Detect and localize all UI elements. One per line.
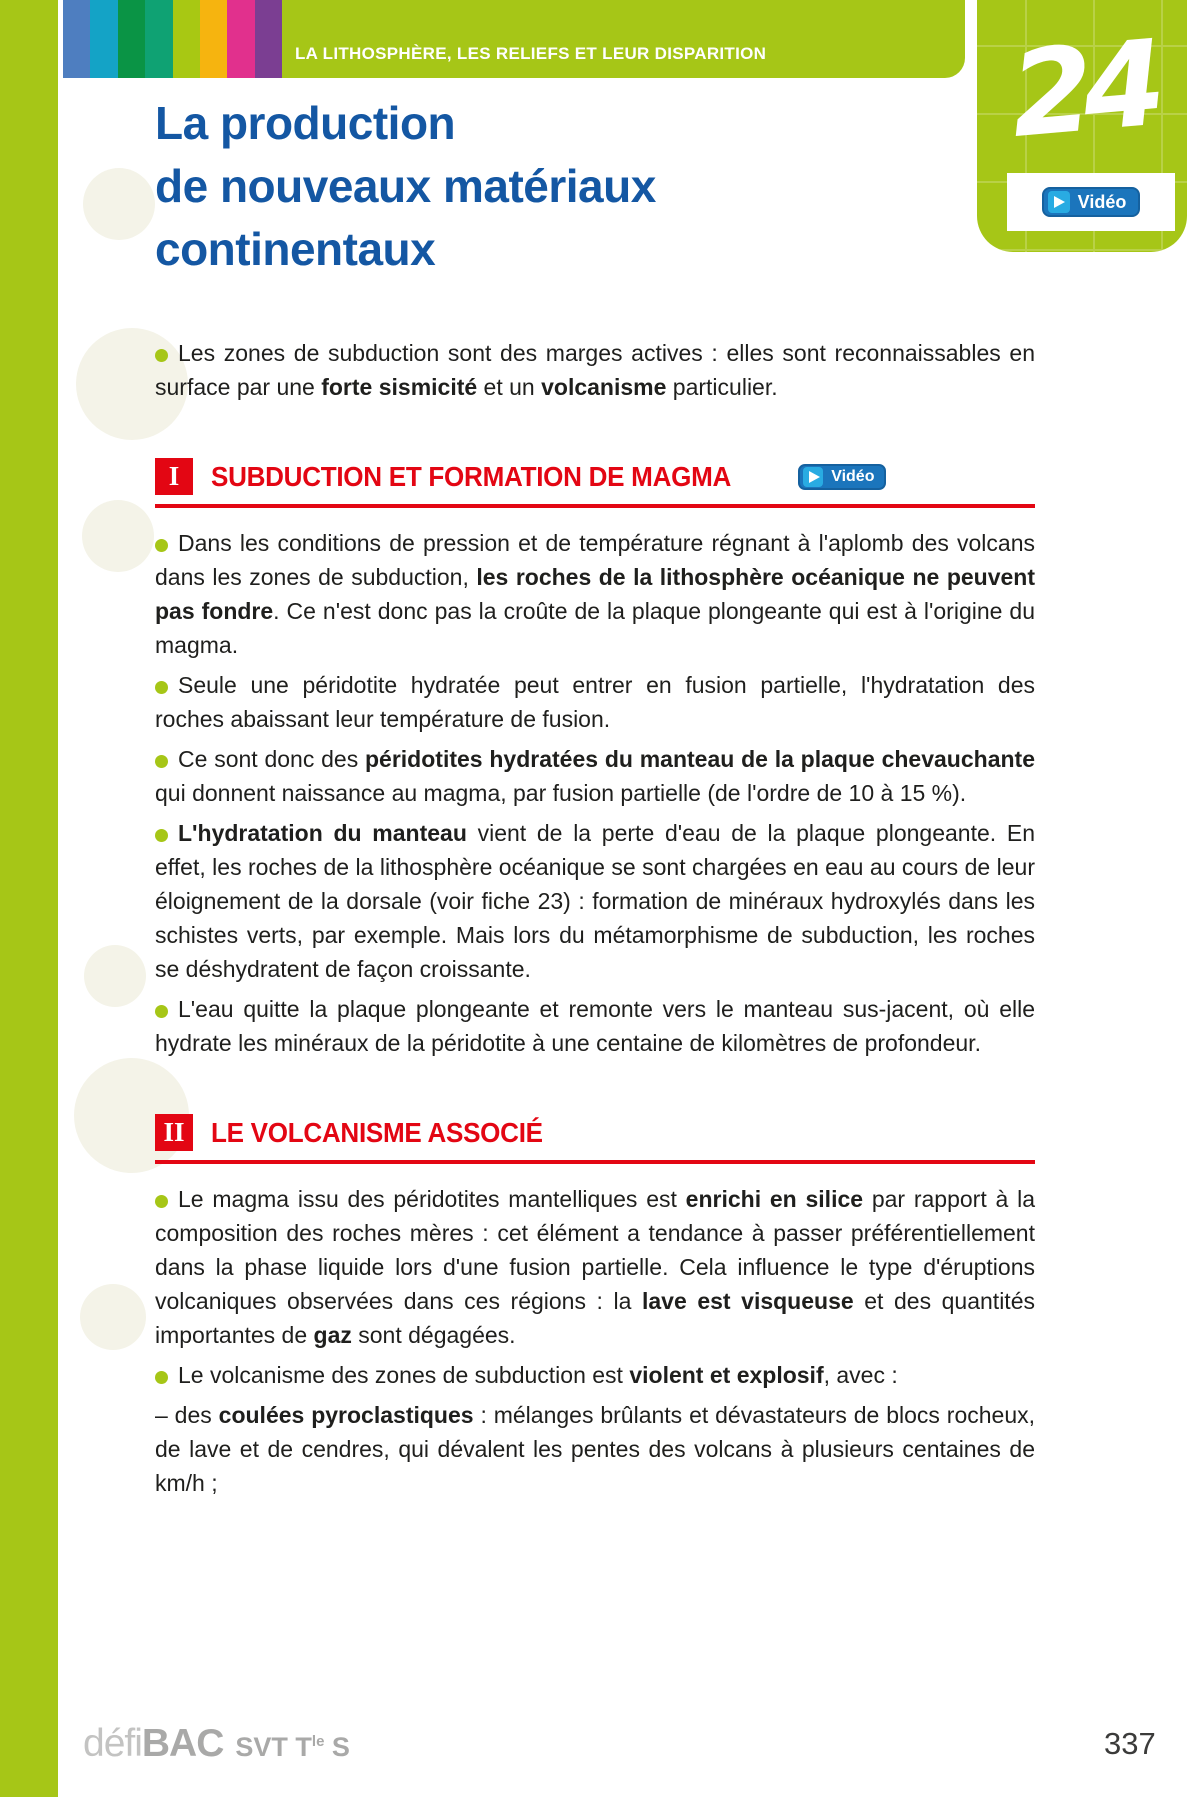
decorative-circle xyxy=(80,1284,146,1350)
video-label: Vidéo xyxy=(831,467,875,485)
palette-square xyxy=(118,0,145,78)
bullet-icon xyxy=(155,1005,168,1018)
brand-logo xyxy=(83,1722,350,1766)
paragraph xyxy=(155,992,1035,1060)
emphasis-text: L'hydratation du manteau xyxy=(178,820,467,846)
color-palette xyxy=(63,0,282,78)
section-title-text: LE VOLCANISME ASSOCIÉ xyxy=(211,1116,543,1148)
left-accent-strip xyxy=(0,0,58,1797)
bullet-icon xyxy=(155,755,168,768)
page-title-line: La production xyxy=(155,97,456,149)
video-button[interactable] xyxy=(798,464,886,490)
play-icon xyxy=(803,467,823,487)
body-text: Les zones de subduction sont des marges actives : elles sont reconnaissables en surface par une xyxy=(155,340,1035,400)
section-heading xyxy=(155,1114,1035,1151)
paragraph xyxy=(155,816,1035,986)
emphasis-text: péridotites hydratées du manteau de la plaque chevauchante xyxy=(365,746,1035,772)
body-text: Ce sont donc des xyxy=(178,746,365,772)
chapter-title: LA LITHOSPHÈRE, LES RELIEFS ET LEUR DISPARITION xyxy=(295,44,767,63)
body-text: L'eau quitte la plaque plongeante et remonte vers le manteau sus-jacent, où elle hydrate les minéraux de la péridotite à une centaine de kilomètres de profondeur. xyxy=(155,996,1035,1056)
brand-course: SVT $T^{le}$ S xyxy=(235,1732,350,1762)
paragraph xyxy=(155,668,1035,736)
palette-square xyxy=(145,0,172,78)
section-rule xyxy=(155,504,1035,508)
emphasis-text: les roches de la lithosphère océanique ne peuvent pas fondre xyxy=(155,564,1035,624)
fiche-number-panel xyxy=(977,0,1187,252)
fiche-number: 24 xyxy=(1005,13,1161,165)
body-text: particulier. xyxy=(666,374,778,400)
paragraph xyxy=(155,1182,1035,1352)
bullet-icon xyxy=(155,539,168,552)
section-numeral: II xyxy=(155,1114,193,1151)
palette-square xyxy=(90,0,117,78)
section-heading xyxy=(155,458,1035,495)
section-title-text: SUBDUCTION ET FORMATION DE MAGMA xyxy=(211,460,732,492)
play-icon xyxy=(1048,191,1070,213)
body-text: qui donnent naissance au magma, par fusion partielle (de l'ordre de 10 à 15 %). xyxy=(155,780,967,806)
emphasis-text: coulées pyroclastiques xyxy=(218,1402,474,1428)
section-title xyxy=(211,1117,568,1149)
video-button-box xyxy=(1007,173,1175,231)
body-text: sont dégagées. xyxy=(351,1322,516,1348)
body-text: et un xyxy=(477,374,542,400)
body-text: vient de la perte d'eau de la plaque plongeante. En effet, les roches de la lithosphère océanique se sont chargées en eau au cours de leur éloignement de la dorsale (voir fiche 23) : formation de minéraux hydroxylés dans les schistes verts, par exemple. Mais lors du métamorphisme de subduction, les roches se déshydratent de façon croissante. xyxy=(155,820,1035,982)
video-label: Vidéo xyxy=(1077,192,1127,212)
paragraph xyxy=(155,1358,1035,1392)
palette-square xyxy=(227,0,254,78)
palette-square xyxy=(255,0,282,78)
bullet-icon xyxy=(155,349,168,362)
body-text: Le magma issu des péridotites mantelliques est xyxy=(178,1186,686,1212)
palette-square xyxy=(63,0,90,78)
body-text: Dans les conditions de pression et de température régnant à l'aplomb des volcans dans les zones de subduction, xyxy=(155,530,1035,590)
emphasis-text: violent et explosif xyxy=(629,1362,824,1388)
video-button[interactable] xyxy=(1042,187,1141,217)
body-text: . Ce n'est donc pas la croûte de la plaque plongeante qui est à l'origine du magma. xyxy=(155,598,1035,658)
palette-square xyxy=(173,0,200,78)
page-title xyxy=(155,92,656,281)
brand-bac: BAC xyxy=(141,1722,224,1765)
body-text: , avec : xyxy=(823,1362,898,1388)
paragraph xyxy=(155,526,1035,662)
bullet-icon xyxy=(155,1195,168,1208)
emphasis-text: gaz xyxy=(313,1322,352,1348)
emphasis-text: enrichi en silice xyxy=(685,1186,864,1212)
paragraph xyxy=(155,336,1035,404)
body-text: : mélanges brûlants et dévastateurs de blocs rocheux, de lave et de cendres, qui dévalent les pentes des volcans à plusieurs centaines de km/h ; xyxy=(155,1402,1035,1496)
palette-square xyxy=(200,0,227,78)
paragraph xyxy=(155,1398,1035,1500)
decorative-circle xyxy=(84,945,146,1007)
body-text: – des xyxy=(155,1402,219,1428)
emphasis-text: forte sismicité xyxy=(321,374,478,400)
section-numeral: I xyxy=(155,458,193,495)
emphasis-text: volcanisme xyxy=(541,374,667,400)
page-title-line: continentaux xyxy=(155,223,436,275)
decorative-circle xyxy=(82,500,154,572)
bullet-icon xyxy=(155,681,168,694)
brand-defi: défi xyxy=(83,1722,142,1765)
paragraph xyxy=(155,742,1035,810)
bullet-icon xyxy=(155,1371,168,1384)
content-column xyxy=(155,336,1035,1506)
section-rule xyxy=(155,1160,1035,1164)
body-text: Seule une péridotite hydratée peut entrer en fusion partielle, l'hydratation des roches abaissant leur température de fusion. xyxy=(155,672,1035,732)
section-title xyxy=(211,461,770,493)
body-text: Le volcanisme des zones de subduction est xyxy=(178,1362,630,1388)
bullet-icon xyxy=(155,829,168,842)
decorative-circle xyxy=(83,168,155,240)
page-number: 337 xyxy=(1104,1726,1156,1761)
page-title-line: de nouveaux matériaux xyxy=(155,160,656,212)
emphasis-text: lave est visqueuse xyxy=(642,1288,854,1314)
body-text: et des quantités importantes de xyxy=(155,1288,1035,1348)
chapter-header-bar xyxy=(282,0,965,78)
body-text: par rapport à la composition des roches mères : cet élément a tendance à passer préférentiellement dans la phase liquide lors d'une fusion partielle. Cela influence le type d'éruptions volcaniques observées dans ces régions : la xyxy=(155,1186,1035,1314)
